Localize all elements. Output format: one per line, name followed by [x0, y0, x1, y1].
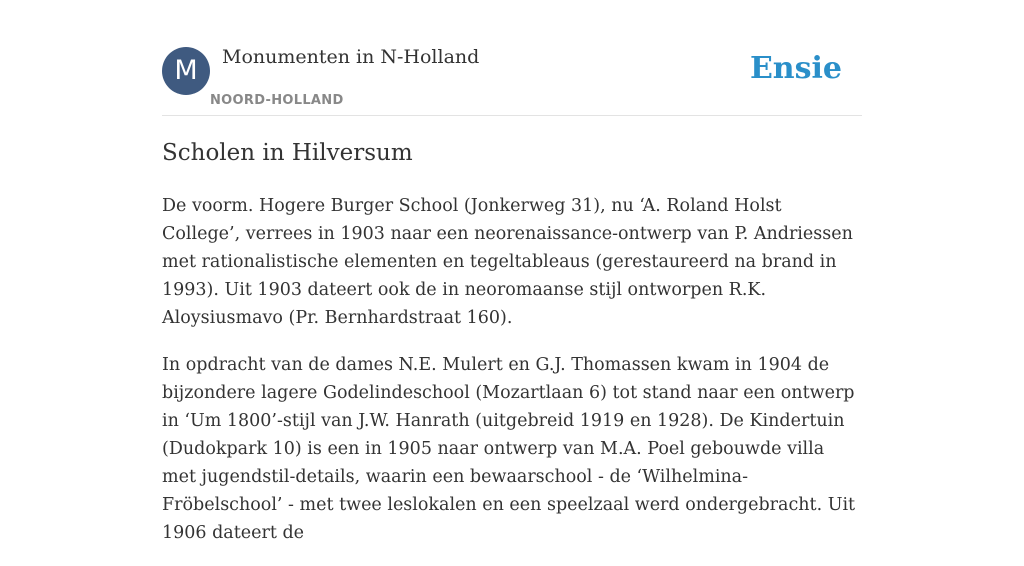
collection-avatar[interactable]: M: [162, 47, 210, 95]
article-body: [162, 192, 862, 566]
article-paragraph: In opdracht van de dames N.E. Mulert en G.J. Thomassen kwam in 1904 de bijzondere lagere Godelindeschool (Mozartlaan 6) tot stand naar een ontwerp in ‘Um 1800’-stijl van J.W. Hanrath (uitgebreid 1919 en 1928). De Kindertuin (Dudokpark 10) is een in 1905 naar ontwerp van M.A. Poel gebouwde villa met jugendstil-details, waarin een bewaarschool - de ‘Wilhelmina-Fröbelschool’ - met twee leslokalen en een speelzaal werd ondergebracht. Uit 1906 dateert de: [162, 355, 856, 543]
collection-header: [162, 46, 862, 116]
collection-title-link[interactable]: Monumenten in N-Holland: [222, 46, 480, 68]
ensie-logo[interactable]: Ensie: [749, 51, 842, 86]
article-title: Scholen in Hilversum: [162, 140, 413, 166]
collection-subtitle: NOORD-HOLLAND: [210, 93, 344, 108]
article-paragraph: De voorm. Hogere Burger School (Jonkerweg 31), nu ‘A. Roland Holst College’, verrees in 1903 naar een neorenaissance-ontwerp van P. Andriessen met rationalistische elementen en tegeltableaus (gerestaureerd na brand in 1993). Uit 1903 dateert ook de in neoromaanse stijl ontworpen R.K. Aloysiusmavo (Pr. Bernhardstraat 160).: [162, 196, 853, 328]
header-divider: [162, 115, 862, 116]
